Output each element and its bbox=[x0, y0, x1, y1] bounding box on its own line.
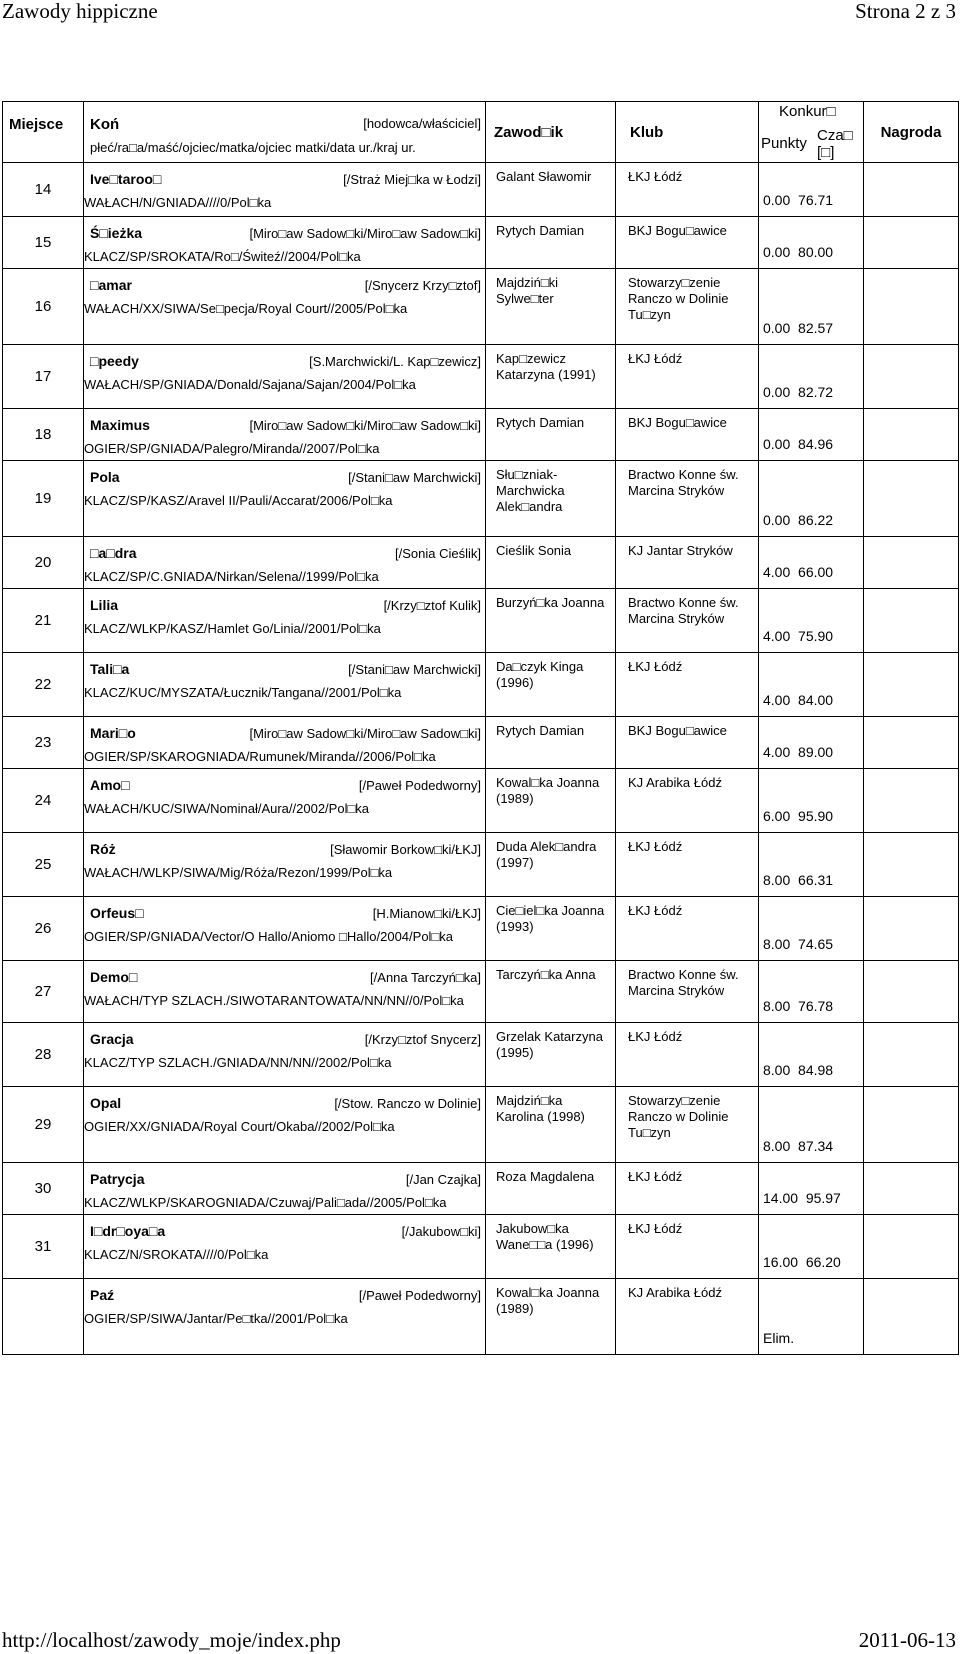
rider-name-line: Marchwicka bbox=[496, 483, 565, 498]
club-name-line: Tu□zyn bbox=[628, 1125, 671, 1140]
club-name-line: BKJ Bogu□awice bbox=[628, 723, 727, 738]
score-cell bbox=[759, 1023, 864, 1087]
club-cell bbox=[616, 1087, 759, 1163]
horse-owner: [/Jan Czajka] bbox=[405, 1172, 481, 1187]
column-header-klub: Klub bbox=[616, 102, 759, 163]
table-row bbox=[3, 961, 959, 1023]
score-cell bbox=[759, 163, 864, 217]
rider-name-line: Kowal□ka Joanna bbox=[496, 775, 600, 790]
score-value: 8.00 74.65 bbox=[763, 936, 834, 952]
table-row bbox=[3, 269, 959, 345]
rider-name-line: Tarczyń□ka Anna bbox=[496, 967, 596, 982]
rider-cell bbox=[486, 1215, 616, 1279]
rider-name-line: (1993) bbox=[496, 919, 534, 934]
prize-cell bbox=[864, 897, 959, 961]
score-cell bbox=[759, 1215, 864, 1279]
prize-cell bbox=[864, 1163, 959, 1215]
rider-name-line: (1997) bbox=[496, 855, 534, 870]
rider-name-line: Wane□□a (1996) bbox=[496, 1237, 594, 1252]
horse-name: I□dr□oya□a bbox=[90, 1223, 166, 1239]
rider-name-line: Duda Alek□andra bbox=[496, 839, 597, 854]
club-name-line: ŁKJ Łódź bbox=[628, 659, 683, 674]
score-value: 0.00 84.96 bbox=[763, 436, 834, 452]
horse-info: OGIER/SP/SKAROGNIADA/Rumunek/Miranda//2006/Pol□ka bbox=[84, 749, 436, 764]
table-row bbox=[3, 833, 959, 897]
page-title: Zawody hippiczne bbox=[2, 0, 158, 23]
club-name-line: ŁKJ Łódź bbox=[628, 351, 683, 366]
horse-info: KLACZ/SP/KASZ/Aravel II/Pauli/Accarat/2006/Pol□ka bbox=[84, 493, 393, 508]
place-cell: 19 bbox=[3, 461, 84, 537]
score-cell bbox=[759, 269, 864, 345]
score-value: 4.00 89.00 bbox=[763, 744, 834, 760]
rider-name-line: Alek□andra bbox=[496, 499, 563, 514]
rider-cell bbox=[486, 461, 616, 537]
rider-name-line: Cie□iel□ka Joanna bbox=[496, 903, 605, 918]
table-row bbox=[3, 589, 959, 653]
rider-cell bbox=[486, 269, 616, 345]
horse-info: WAŁACH/TYP SZLACH./SIWOTARANTOWATA/NN/NN//0/Pol□ka bbox=[84, 993, 464, 1008]
place-cell bbox=[3, 1279, 84, 1355]
score-cell bbox=[759, 537, 864, 589]
score-value: 8.00 84.98 bbox=[763, 1062, 834, 1078]
club-cell bbox=[616, 833, 759, 897]
club-cell bbox=[616, 1215, 759, 1279]
print-date: 2011-06-13 bbox=[858, 1628, 956, 1652]
horse-cell bbox=[84, 717, 486, 769]
table-row bbox=[3, 1163, 959, 1215]
club-name-line: Marcina Stryków bbox=[628, 983, 725, 998]
club-cell bbox=[616, 653, 759, 717]
rider-cell bbox=[486, 1087, 616, 1163]
score-value: 14.00 95.97 bbox=[763, 1190, 841, 1206]
rider-cell bbox=[486, 217, 616, 269]
score-cell bbox=[759, 897, 864, 961]
club-name-line: ŁKJ Łódź bbox=[628, 903, 683, 918]
club-name-line: ŁKJ Łódź bbox=[628, 839, 683, 854]
horse-name: Maximus bbox=[90, 417, 150, 433]
horse-info: OGIER/XX/GNIADA/Royal Court/Okaba//2002/Pol□ka bbox=[84, 1119, 395, 1134]
score-cell bbox=[759, 653, 864, 717]
club-cell bbox=[616, 163, 759, 217]
horse-name: □peedy bbox=[90, 353, 139, 369]
rider-name-line: Grzelak Katarzyna bbox=[496, 1029, 603, 1044]
club-name-line: KJ Arabika Łódź bbox=[628, 1285, 722, 1300]
score-cell bbox=[759, 961, 864, 1023]
horse-info: OGIER/SP/GNIADA/Vector/O Hallo/Aniomo □Hallo/2004/Pol□ka bbox=[84, 929, 454, 944]
horse-cell bbox=[84, 537, 486, 589]
rider-cell bbox=[486, 653, 616, 717]
horse-info: KLACZ/SP/C.GNIADA/Nirkan/Selena//1999/Pol□ka bbox=[84, 569, 379, 584]
table-row bbox=[3, 769, 959, 833]
rider-cell bbox=[486, 769, 616, 833]
rider-name-line: Rytych Damian bbox=[496, 723, 585, 738]
place-cell: 22 bbox=[3, 653, 84, 717]
place-cell: 16 bbox=[3, 269, 84, 345]
horse-info: WAŁACH/KUC/SIWA/Nominał/Aura//2002/Pol□ka bbox=[84, 801, 370, 816]
score-value: 0.00 80.00 bbox=[763, 244, 834, 260]
score-cell bbox=[759, 833, 864, 897]
results-table bbox=[2, 101, 959, 1355]
horse-name: Orfeus□ bbox=[90, 905, 144, 921]
club-name-line: Stowarzy□zenie bbox=[628, 1093, 721, 1108]
club-cell bbox=[616, 589, 759, 653]
place-cell: 23 bbox=[3, 717, 84, 769]
horse-info: WAŁACH/SP/GNIADA/Donald/Sajana/Sajan/2004/Pol□ka bbox=[84, 377, 416, 392]
place-cell: 18 bbox=[3, 409, 84, 461]
club-name-line: BKJ Bogu□awice bbox=[628, 415, 727, 430]
score-value: 4.00 75.90 bbox=[763, 628, 834, 644]
horse-name: □amar bbox=[90, 277, 132, 293]
place-cell: 27 bbox=[3, 961, 84, 1023]
column-header-kon-label: Koń bbox=[90, 116, 120, 133]
score-cell bbox=[759, 589, 864, 653]
column-header-kon-owner: [hodowca/właściciel] bbox=[363, 116, 481, 131]
horse-cell bbox=[84, 897, 486, 961]
score-value: 0.00 82.72 bbox=[763, 384, 834, 400]
horse-info: KLACZ/TYP SZLACH./GNIADA/NN/NN//2002/Pol□ka bbox=[84, 1055, 392, 1070]
table-row bbox=[3, 653, 959, 717]
horse-info: OGIER/SP/GNIADA/Palegro/Miranda//2007/Pol□ka bbox=[84, 441, 380, 456]
table-row bbox=[3, 163, 959, 217]
column-header-czas: Cza□ [□] bbox=[817, 127, 853, 161]
club-name-line: Bractwo Konne św. bbox=[628, 467, 739, 482]
horse-name: Róż bbox=[90, 841, 116, 857]
club-name-line: Marcina Stryków bbox=[628, 611, 725, 626]
club-name-line: Stowarzy□zenie bbox=[628, 275, 721, 290]
club-cell bbox=[616, 897, 759, 961]
score-cell bbox=[759, 1163, 864, 1215]
club-name-line: BKJ Bogu□awice bbox=[628, 223, 727, 238]
rider-name-line: Katarzyna (1991) bbox=[496, 367, 596, 382]
horse-cell bbox=[84, 1023, 486, 1087]
horse-cell bbox=[84, 653, 486, 717]
rider-cell bbox=[486, 1279, 616, 1355]
horse-cell bbox=[84, 269, 486, 345]
table-row bbox=[3, 897, 959, 961]
club-name-line: Ranczo w Dolinie bbox=[628, 1109, 729, 1124]
score-value: 0.00 86.22 bbox=[763, 512, 834, 528]
horse-info: WAŁACH/WLKP/SIWA/Mig/Róża/Rezon/1999/Pol□ka bbox=[84, 865, 393, 880]
horse-name: □a□dra bbox=[90, 545, 137, 561]
rider-cell bbox=[486, 717, 616, 769]
table-row bbox=[3, 717, 959, 769]
rider-name-line: Majdziń□ki bbox=[496, 275, 559, 290]
horse-owner: [Miro□aw Sadow□ki/Miro□aw Sadow□ki] bbox=[249, 726, 481, 741]
rider-name-line: Karolina (1998) bbox=[496, 1109, 585, 1124]
horse-owner: [/Paweł Podedworny] bbox=[358, 1288, 481, 1303]
horse-name: Amo□ bbox=[90, 777, 130, 793]
horse-owner: [/Anna Tarczyń□ka] bbox=[370, 970, 481, 985]
place-cell: 20 bbox=[3, 537, 84, 589]
page-header bbox=[0, 0, 960, 24]
horse-owner: [/Snycerz Krzy□ztof] bbox=[364, 278, 481, 293]
horse-info: WAŁACH/XX/SIWA/Se□pecja/Royal Court//2005/Pol□ka bbox=[84, 301, 408, 316]
rider-name-line: (1989) bbox=[496, 1301, 534, 1316]
prize-cell bbox=[864, 1279, 959, 1355]
place-cell: 15 bbox=[3, 217, 84, 269]
club-cell bbox=[616, 269, 759, 345]
horse-info: KLACZ/WLKP/SKAROGNIADA/Czuwaj/Pali□ada//2005/Pol□ka bbox=[84, 1195, 447, 1210]
horse-cell bbox=[84, 1087, 486, 1163]
horse-name: Opal bbox=[90, 1095, 122, 1111]
club-cell bbox=[616, 461, 759, 537]
horse-cell bbox=[84, 1215, 486, 1279]
club-name-line: ŁKJ Łódź bbox=[628, 1221, 683, 1236]
rider-cell bbox=[486, 163, 616, 217]
horse-name: Demo□ bbox=[90, 969, 138, 985]
horse-info: KLACZ/N/SROKATA////0/Pol□ka bbox=[84, 1247, 269, 1262]
prize-cell bbox=[864, 461, 959, 537]
club-name-line: KJ Jantar Stryków bbox=[628, 543, 733, 558]
score-cell bbox=[759, 1087, 864, 1163]
club-name-line: ŁKJ Łódź bbox=[628, 1169, 683, 1184]
rider-cell bbox=[486, 589, 616, 653]
club-cell bbox=[616, 717, 759, 769]
club-cell bbox=[616, 1163, 759, 1215]
score-value: 8.00 66.31 bbox=[763, 872, 834, 888]
rider-name-line: Da□czyk Kinga bbox=[496, 659, 584, 674]
rider-cell bbox=[486, 961, 616, 1023]
club-cell bbox=[616, 961, 759, 1023]
score-value: 4.00 66.00 bbox=[763, 564, 834, 580]
prize-cell bbox=[864, 1087, 959, 1163]
horse-owner: [/Stani□aw Marchwicki] bbox=[348, 470, 481, 485]
rider-name-line: (1996) bbox=[496, 675, 534, 690]
place-cell: 24 bbox=[3, 769, 84, 833]
score-value: 8.00 76.78 bbox=[763, 998, 834, 1014]
rider-name-line: Galant Sławomir bbox=[496, 169, 592, 184]
club-name-line: KJ Arabika Łódź bbox=[628, 775, 722, 790]
place-cell: 28 bbox=[3, 1023, 84, 1087]
club-cell bbox=[616, 345, 759, 409]
horse-cell bbox=[84, 1163, 486, 1215]
table-row bbox=[3, 409, 959, 461]
club-cell bbox=[616, 1279, 759, 1355]
column-header-kon bbox=[84, 102, 486, 163]
club-cell bbox=[616, 537, 759, 589]
club-cell bbox=[616, 217, 759, 269]
table-row bbox=[3, 1087, 959, 1163]
horse-name: Lilia bbox=[90, 597, 119, 613]
horse-cell bbox=[84, 163, 486, 217]
horse-name: Patrycja bbox=[90, 1171, 145, 1187]
rider-name-line: (1989) bbox=[496, 791, 534, 806]
rider-name-line: Słu□zniak- bbox=[496, 467, 558, 482]
score-cell bbox=[759, 461, 864, 537]
table-row bbox=[3, 217, 959, 269]
horse-info: KLACZ/KUC/MYSZATA/Łucznik/Tangana//2001/Pol□ka bbox=[84, 685, 402, 700]
horse-cell bbox=[84, 1279, 486, 1355]
rider-cell bbox=[486, 833, 616, 897]
prize-cell bbox=[864, 1215, 959, 1279]
page-footer bbox=[0, 1628, 960, 1654]
horse-cell bbox=[84, 961, 486, 1023]
club-name-line: Ranczo w Dolinie bbox=[628, 291, 729, 306]
horse-name: Mari□o bbox=[90, 725, 136, 741]
column-header-kon-info: płeć/ra□a/maść/ojciec/matka/ojciec matki/data ur./kraj ur. bbox=[90, 140, 416, 155]
horse-owner: [/Sonia Cieślik] bbox=[395, 546, 481, 561]
page-number: Strona 2 z 3 bbox=[855, 0, 956, 23]
club-name-line: Bractwo Konne św. bbox=[628, 967, 739, 982]
horse-cell bbox=[84, 769, 486, 833]
score-value: 8.00 87.34 bbox=[763, 1138, 834, 1154]
table-header-row bbox=[3, 102, 959, 163]
prize-cell bbox=[864, 217, 959, 269]
club-name-line: Tu□zyn bbox=[628, 307, 671, 322]
rider-cell bbox=[486, 537, 616, 589]
horse-cell bbox=[84, 589, 486, 653]
rider-cell bbox=[486, 897, 616, 961]
place-cell: 17 bbox=[3, 345, 84, 409]
place-cell: 14 bbox=[3, 163, 84, 217]
horse-info: WAŁACH/N/GNIADA////0/Pol□ka bbox=[84, 195, 272, 210]
rider-name-line: Jakubow□ka bbox=[496, 1221, 569, 1236]
table-row bbox=[3, 1279, 959, 1355]
horse-info: OGIER/SP/SIWA/Jantar/Pe□tka//2001/Pol□ka bbox=[84, 1311, 348, 1326]
place-cell: 29 bbox=[3, 1087, 84, 1163]
horse-name: Ś□ieżka bbox=[90, 225, 143, 241]
club-name-line: ŁKJ Łódź bbox=[628, 1029, 683, 1044]
score-cell bbox=[759, 769, 864, 833]
score-cell bbox=[759, 409, 864, 461]
club-cell bbox=[616, 1023, 759, 1087]
horse-owner: [/Krzy□ztof Snycerz] bbox=[364, 1032, 481, 1047]
prize-cell bbox=[864, 717, 959, 769]
horse-owner: [/Jakubow□ki] bbox=[401, 1224, 481, 1239]
rider-name-line: Cieślik Sonia bbox=[496, 543, 572, 558]
horse-owner: [/Krzy□ztof Kulik] bbox=[383, 598, 481, 613]
rider-cell bbox=[486, 345, 616, 409]
rider-cell bbox=[486, 1023, 616, 1087]
horse-owner: [Miro□aw Sadow□ki/Miro□aw Sadow□ki] bbox=[249, 226, 481, 241]
place-cell: 26 bbox=[3, 897, 84, 961]
horse-name: Paź bbox=[90, 1287, 115, 1303]
horse-cell bbox=[84, 461, 486, 537]
club-name-line: Marcina Stryków bbox=[628, 483, 725, 498]
horse-cell bbox=[84, 409, 486, 461]
horse-owner: [S.Marchwicki/L. Kap□zewicz] bbox=[309, 354, 481, 369]
club-cell bbox=[616, 769, 759, 833]
column-header-miejsce: Miejsce bbox=[3, 102, 84, 163]
prize-cell bbox=[864, 769, 959, 833]
place-cell: 30 bbox=[3, 1163, 84, 1215]
rider-name-line: Kowal□ka Joanna bbox=[496, 1285, 600, 1300]
score-cell bbox=[759, 217, 864, 269]
rider-name-line: Kap□zewicz bbox=[496, 351, 566, 366]
page-url: http://localhost/zawody_moje/index.php bbox=[2, 1628, 341, 1652]
table-row bbox=[3, 1215, 959, 1279]
prize-cell bbox=[864, 589, 959, 653]
score-value: 0.00 82.57 bbox=[763, 320, 834, 336]
prize-cell bbox=[864, 269, 959, 345]
column-header-zawodnik: Zawod□ik bbox=[486, 102, 616, 163]
horse-name: Ive□taroo□ bbox=[90, 171, 162, 187]
club-cell bbox=[616, 409, 759, 461]
horse-owner: [/Straż Miej□ka w Łodzi] bbox=[343, 172, 481, 187]
column-header-konkurs-label: Konkur□ bbox=[779, 103, 836, 120]
column-header-nagroda: Nagroda bbox=[864, 102, 959, 163]
place-cell: 21 bbox=[3, 589, 84, 653]
place-cell: 25 bbox=[3, 833, 84, 897]
rider-name-line: Burzyń□ka Joanna bbox=[496, 595, 605, 610]
score-value: Elim. bbox=[763, 1330, 795, 1346]
horse-cell bbox=[84, 833, 486, 897]
table-row bbox=[3, 537, 959, 589]
horse-owner: [H.Mianow□ki/ŁKJ] bbox=[372, 906, 481, 921]
score-cell bbox=[759, 1279, 864, 1355]
club-name-line: Bractwo Konne św. bbox=[628, 595, 739, 610]
rider-name-line: Roza Magdalena bbox=[496, 1169, 595, 1184]
prize-cell bbox=[864, 653, 959, 717]
prize-cell bbox=[864, 1023, 959, 1087]
score-cell bbox=[759, 717, 864, 769]
rider-cell bbox=[486, 1163, 616, 1215]
prize-cell bbox=[864, 961, 959, 1023]
horse-owner: [/Stow. Ranczo w Dolinie] bbox=[334, 1096, 481, 1111]
table-row bbox=[3, 345, 959, 409]
club-name-line: ŁKJ Łódź bbox=[628, 169, 683, 184]
horse-info: KLACZ/WLKP/KASZ/Hamlet Go/Linia//2001/Pol□ka bbox=[84, 621, 381, 636]
horse-cell bbox=[84, 217, 486, 269]
horse-name: Pola bbox=[90, 469, 120, 485]
score-value: 16.00 66.20 bbox=[763, 1254, 841, 1270]
prize-cell bbox=[864, 833, 959, 897]
prize-cell bbox=[864, 409, 959, 461]
rider-name-line: Majdziń□ka bbox=[496, 1093, 563, 1108]
prize-cell bbox=[864, 163, 959, 217]
table-row bbox=[3, 1023, 959, 1087]
table-row bbox=[3, 461, 959, 537]
place-cell: 31 bbox=[3, 1215, 84, 1279]
rider-name-line: Rytych Damian bbox=[496, 223, 585, 238]
score-value: 6.00 95.90 bbox=[763, 808, 834, 824]
rider-name-line: Rytych Damian bbox=[496, 415, 585, 430]
horse-name: Gracja bbox=[90, 1031, 134, 1047]
horse-owner: [/Paweł Podedworny] bbox=[358, 778, 481, 793]
score-value: 4.00 84.00 bbox=[763, 692, 834, 708]
score-cell bbox=[759, 345, 864, 409]
column-header-konkurs bbox=[759, 102, 864, 163]
horse-owner: [Miro□aw Sadow□ki/Miro□aw Sadow□ki] bbox=[249, 418, 481, 433]
prize-cell bbox=[864, 345, 959, 409]
rider-name-line: (1995) bbox=[496, 1045, 534, 1060]
prize-cell bbox=[864, 537, 959, 589]
rider-cell bbox=[486, 409, 616, 461]
horse-owner: [/Stani□aw Marchwicki] bbox=[348, 662, 481, 677]
rider-name-line: Sylwe□ter bbox=[496, 291, 554, 306]
score-value: 0.00 76.71 bbox=[763, 192, 834, 208]
horse-owner: [Sławomir Borkow□ki/ŁKJ] bbox=[330, 842, 481, 857]
column-header-punkty: Punkty bbox=[761, 135, 807, 152]
horse-cell bbox=[84, 345, 486, 409]
horse-name: Tali□a bbox=[90, 661, 130, 677]
horse-info: KLACZ/SP/SROKATA/Ro□/Świteź//2004/Pol□ka bbox=[84, 249, 361, 264]
